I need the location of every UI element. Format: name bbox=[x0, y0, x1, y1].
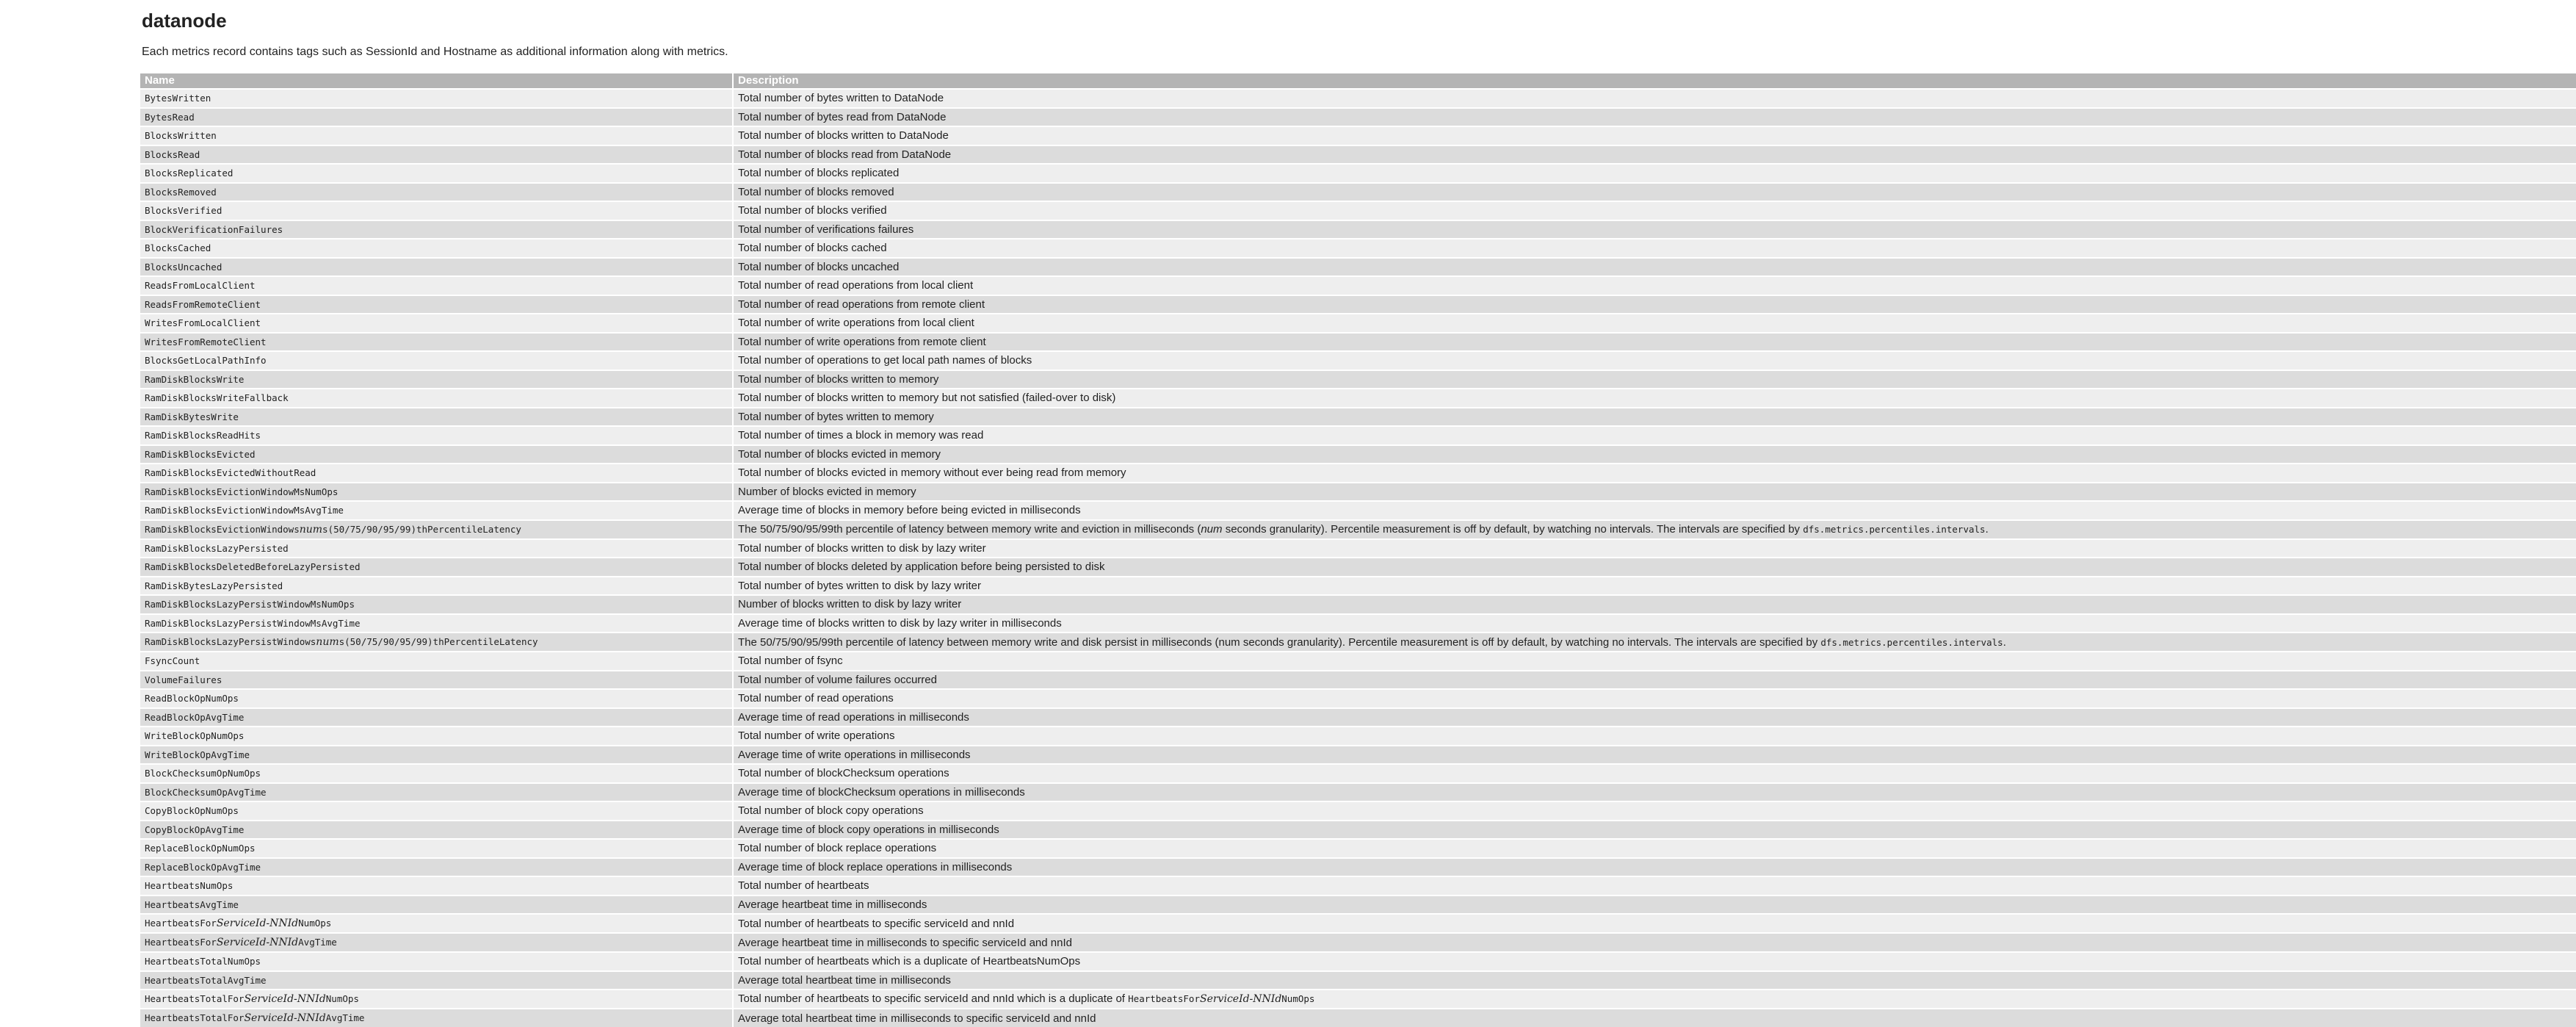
text-span: Total number of blocks uncached bbox=[738, 260, 900, 273]
metric-description-cell bbox=[732, 615, 2576, 633]
metric-name-cell bbox=[140, 502, 732, 519]
code-span: NumOps bbox=[325, 993, 359, 1004]
code-span: CopyBlockOpNumOps bbox=[145, 805, 239, 817]
text-span: Total number of heartbeats bbox=[738, 879, 869, 893]
table-row bbox=[140, 990, 2576, 1008]
code-span: AvgTime bbox=[298, 937, 337, 948]
code-span: AvgTime bbox=[325, 1012, 365, 1023]
code-span: RamDiskBlocksReadHits bbox=[145, 430, 261, 442]
text-span: Total number of block copy operations bbox=[738, 804, 924, 818]
table-row bbox=[140, 802, 2576, 820]
table-row bbox=[140, 277, 2576, 295]
metric-description-cell bbox=[732, 577, 2576, 595]
text-span: Total number of write operations from local client bbox=[738, 317, 974, 330]
code-span: BlocksRemoved bbox=[145, 186, 217, 198]
metric-description-cell bbox=[732, 953, 2576, 970]
metric-name-cell bbox=[140, 427, 732, 444]
text-span: Average time of write operations in milliseconds bbox=[738, 748, 971, 761]
table-row bbox=[140, 859, 2576, 876]
metric-name-cell bbox=[140, 990, 732, 1008]
table-row bbox=[140, 165, 2576, 182]
code-span: BytesRead bbox=[145, 111, 195, 123]
table-row bbox=[140, 464, 2576, 482]
metric-name-cell bbox=[140, 446, 732, 464]
metric-name-cell bbox=[140, 821, 732, 839]
table-row bbox=[140, 596, 2576, 613]
metric-description-cell bbox=[732, 277, 2576, 295]
metric-name-cell bbox=[140, 896, 732, 914]
metric-description-cell bbox=[732, 596, 2576, 613]
metric-name-cell bbox=[140, 90, 732, 107]
text-span: Total number of block replace operations bbox=[738, 842, 937, 855]
code-span: s(50/75/90/95/99)thPercentileLatency bbox=[339, 636, 538, 647]
metric-description-cell bbox=[732, 558, 2576, 576]
table-row bbox=[140, 540, 2576, 558]
metric-name-cell bbox=[140, 239, 732, 257]
table-row bbox=[140, 296, 2576, 314]
text-span: Total number of blocks written to DataNode bbox=[738, 129, 949, 143]
metric-name-cell bbox=[140, 633, 732, 651]
metric-description-cell bbox=[732, 202, 2576, 220]
text-span: Total number of blocks replicated bbox=[738, 167, 900, 180]
code-span: BlocksWritten bbox=[145, 130, 217, 142]
metric-description-cell bbox=[732, 408, 2576, 426]
metric-description-cell bbox=[732, 652, 2576, 670]
text-span: Total number of read operations from remote client bbox=[738, 298, 985, 311]
code-span: BlockVerificationFailures bbox=[145, 223, 283, 235]
table-row bbox=[140, 633, 2576, 651]
metric-description-cell bbox=[732, 521, 2576, 538]
metric-name-cell bbox=[140, 1009, 732, 1027]
text-span: Total number of blocks verified bbox=[738, 204, 887, 217]
metric-name-cell bbox=[140, 915, 732, 932]
table-row bbox=[140, 690, 2576, 707]
metric-name-cell bbox=[140, 972, 732, 990]
code-span: RamDiskBlocksLazyPersistWindows bbox=[145, 636, 316, 647]
metric-name-cell bbox=[140, 558, 732, 576]
table-row bbox=[140, 577, 2576, 595]
metric-description-cell bbox=[732, 483, 2576, 501]
text-span: Average time of blockChecksum operations in milliseconds bbox=[738, 785, 1025, 799]
code-span: RamDiskBytesWrite bbox=[145, 411, 239, 422]
metric-description-cell bbox=[732, 1009, 2576, 1027]
metric-description-cell bbox=[732, 239, 2576, 257]
text-span: Average total heartbeat time in milliseconds to specific serviceId and nnId bbox=[738, 1012, 1096, 1025]
variable-span: num bbox=[299, 523, 323, 536]
code-span: ReplaceBlockOpAvgTime bbox=[145, 861, 261, 873]
code-span: HeartbeatsFor bbox=[145, 918, 217, 929]
metric-name-cell bbox=[140, 840, 732, 857]
text-span: Total number of blocks written to disk by lazy writer bbox=[738, 541, 986, 555]
metric-name-cell bbox=[140, 184, 732, 201]
metric-description-cell bbox=[732, 127, 2576, 145]
metric-name-cell bbox=[140, 314, 732, 332]
code-span: HeartbeatsAvgTime bbox=[145, 898, 239, 910]
variable-span: ServiceId-NNId bbox=[244, 993, 326, 1005]
code-span: NumOps bbox=[1281, 993, 1315, 1004]
metric-description-cell bbox=[732, 784, 2576, 801]
code-span: ReadsFromLocalClient bbox=[145, 280, 256, 292]
table-row bbox=[140, 127, 2576, 145]
text-span: Total number of blocks evicted in memory bbox=[738, 447, 941, 461]
metric-description-cell bbox=[732, 709, 2576, 727]
table-row bbox=[140, 671, 2576, 689]
code-span: RamDiskBlocksDeletedBeforeLazyPersisted bbox=[145, 561, 361, 573]
text-span: The 50/75/90/95/99th percentile of latency between memory write and disk persist in milliseconds (num seconds granularity). Percentile measurement is off by default, by watching no intervals. The intervals are specified by bbox=[738, 635, 1821, 649]
metric-description-cell bbox=[732, 371, 2576, 389]
code-span: CopyBlockOpAvgTime bbox=[145, 824, 245, 835]
code-span: WriteBlockOpNumOps bbox=[145, 730, 245, 742]
code-span: HeartbeatsFor bbox=[145, 937, 217, 948]
header-name: Name bbox=[140, 73, 732, 88]
text-span: Total number of heartbeats which is a duplicate of HeartbeatsNumOps bbox=[738, 955, 1081, 968]
code-span: BlocksReplicated bbox=[145, 167, 234, 179]
metric-name-cell bbox=[140, 577, 732, 595]
metric-name-cell bbox=[140, 709, 732, 727]
metric-name-cell bbox=[140, 165, 732, 182]
metric-name-cell bbox=[140, 521, 732, 538]
code-span: BlockChecksumOpAvgTime bbox=[145, 786, 267, 798]
metrics-table-header bbox=[140, 73, 2576, 88]
table-row bbox=[140, 1009, 2576, 1027]
metric-description-cell bbox=[732, 90, 2576, 107]
metric-name-cell bbox=[140, 953, 732, 970]
table-row bbox=[140, 109, 2576, 126]
code-span: ReadsFromRemoteClient bbox=[145, 298, 261, 310]
text-span: Total number of bytes written to memory bbox=[738, 410, 934, 423]
metric-name-cell bbox=[140, 615, 732, 633]
table-row bbox=[140, 239, 2576, 257]
code-span: BytesWritten bbox=[145, 93, 211, 104]
metric-name-cell bbox=[140, 277, 732, 295]
text-span: Total number of volume failures occurred bbox=[738, 673, 937, 686]
table-row bbox=[140, 840, 2576, 857]
table-row bbox=[140, 352, 2576, 370]
table-row bbox=[140, 371, 2576, 389]
code-span: RamDiskBlocksLazyPersistWindowMsAvgTime bbox=[145, 617, 361, 629]
table-row bbox=[140, 446, 2576, 464]
metric-name-cell bbox=[140, 464, 732, 482]
code-span: BlocksCached bbox=[145, 242, 211, 254]
table-row bbox=[140, 90, 2576, 107]
metric-name-cell bbox=[140, 652, 732, 670]
metric-description-cell bbox=[732, 146, 2576, 164]
text-span: Average time of block copy operations in milliseconds bbox=[738, 823, 999, 836]
metric-name-cell bbox=[140, 389, 732, 407]
metric-description-cell bbox=[732, 334, 2576, 351]
table-row bbox=[140, 896, 2576, 914]
metric-name-cell bbox=[140, 671, 732, 689]
metric-description-cell bbox=[732, 296, 2576, 314]
metric-name-cell bbox=[140, 334, 732, 351]
table-row bbox=[140, 184, 2576, 201]
text-span: Total number of blocks deleted by application before being persisted to disk bbox=[738, 561, 1105, 574]
metric-description-cell bbox=[732, 633, 2576, 651]
table-row bbox=[140, 334, 2576, 351]
text-span: Total number of verifications failures bbox=[738, 223, 914, 236]
text-span: Average time of read operations in milliseconds bbox=[738, 710, 969, 724]
metric-name-cell bbox=[140, 146, 732, 164]
text-span: Total number of bytes read from DataNode bbox=[738, 110, 947, 123]
metric-description-cell bbox=[732, 727, 2576, 745]
header-row bbox=[140, 73, 2576, 88]
code-span: BlocksVerified bbox=[145, 205, 222, 217]
metric-name-cell bbox=[140, 540, 732, 558]
code-span: dfs.metrics.percentiles.intervals bbox=[1820, 636, 2003, 648]
text-span: Total number of read operations from local client bbox=[738, 279, 974, 292]
text-span: Total number of read operations bbox=[738, 692, 894, 705]
table-row bbox=[140, 709, 2576, 727]
code-span: NumOps bbox=[298, 918, 332, 929]
table-row bbox=[140, 408, 2576, 426]
code-span: RamDiskBlocksEvictedWithoutRead bbox=[145, 467, 316, 479]
text-span: Average time of block replace operations in milliseconds bbox=[738, 860, 1013, 873]
code-span: BlocksRead bbox=[145, 148, 200, 160]
code-span: RamDiskBytesLazyPersisted bbox=[145, 580, 283, 591]
metric-name-cell bbox=[140, 483, 732, 501]
header-description: Description bbox=[732, 73, 2576, 88]
text-span: Total number of blocks removed bbox=[738, 185, 894, 198]
table-row bbox=[140, 521, 2576, 538]
code-span: HeartbeatsNumOps bbox=[145, 880, 234, 892]
metric-name-cell bbox=[140, 859, 732, 876]
table-row bbox=[140, 934, 2576, 951]
text-span: Total number of bytes written to DataNode bbox=[738, 92, 944, 105]
metric-description-cell bbox=[732, 464, 2576, 482]
code-span: BlocksUncached bbox=[145, 261, 222, 273]
page-title: datanode bbox=[142, 10, 227, 32]
metric-name-cell bbox=[140, 202, 732, 220]
metric-name-cell bbox=[140, 408, 732, 426]
text-span: Total number of heartbeats to specific serviceId and nnId which is a duplicate of bbox=[738, 992, 1129, 1005]
variable-span: ServiceId-NNId bbox=[1199, 993, 1282, 1005]
metric-description-cell bbox=[732, 877, 2576, 895]
code-span: RamDiskBlocksEvicted bbox=[145, 448, 256, 460]
code-span: ReadBlockOpNumOps bbox=[145, 693, 239, 705]
metric-name-cell bbox=[140, 690, 732, 707]
text-span: Average time of blocks in memory before being evicted in milliseconds bbox=[738, 504, 1081, 517]
table-row bbox=[140, 877, 2576, 895]
metric-description-cell bbox=[732, 765, 2576, 782]
text-span: Total number of bytes written to disk by lazy writer bbox=[738, 579, 981, 592]
metric-name-cell bbox=[140, 352, 732, 370]
table-row bbox=[140, 314, 2576, 332]
text-span: Total number of blocks cached bbox=[738, 242, 887, 255]
table-row bbox=[140, 727, 2576, 745]
metric-name-cell bbox=[140, 109, 732, 126]
code-span: HeartbeatsFor bbox=[1128, 993, 1200, 1004]
text-span: Number of blocks written to disk by lazy writer bbox=[738, 598, 962, 611]
text-span: Total number of times a block in memory was read bbox=[738, 429, 984, 442]
table-row bbox=[140, 821, 2576, 839]
text-span: Total number of blocks evicted in memory without ever being read from memory bbox=[738, 466, 1126, 480]
metric-description-cell bbox=[732, 540, 2576, 558]
code-span: WritesFromLocalClient bbox=[145, 317, 261, 329]
table-row bbox=[140, 765, 2576, 782]
text-span: Total number of blockChecksum operations bbox=[738, 767, 949, 780]
metric-name-cell bbox=[140, 221, 732, 239]
table-row bbox=[140, 427, 2576, 444]
metric-description-cell bbox=[732, 802, 2576, 820]
code-span: RamDiskBlocksWrite bbox=[145, 373, 245, 385]
table-row bbox=[140, 389, 2576, 407]
text-span: Total number of fsync bbox=[738, 655, 843, 668]
text-span: Total number of write operations from remote client bbox=[738, 335, 986, 348]
code-span: s(50/75/90/95/99)thPercentileLatency bbox=[322, 523, 521, 535]
variable-span: ServiceId-NNId bbox=[244, 1012, 326, 1024]
table-row bbox=[140, 784, 2576, 801]
metric-name-cell bbox=[140, 877, 732, 895]
metric-description-cell bbox=[732, 859, 2576, 876]
metric-description-cell bbox=[732, 972, 2576, 990]
table-row bbox=[140, 502, 2576, 519]
table-row bbox=[140, 146, 2576, 164]
metric-name-cell bbox=[140, 765, 732, 782]
code-span: ReadBlockOpAvgTime bbox=[145, 711, 245, 723]
variable-span: ServiceId-NNId bbox=[216, 918, 299, 929]
metric-description-cell bbox=[732, 259, 2576, 276]
text-span: Total number of heartbeats to specific serviceId and nnId bbox=[738, 917, 1015, 930]
table-row bbox=[140, 259, 2576, 276]
metric-description-cell bbox=[732, 184, 2576, 201]
metric-name-cell bbox=[140, 934, 732, 951]
metric-name-cell bbox=[140, 296, 732, 314]
table-row bbox=[140, 558, 2576, 576]
variable-span: num bbox=[316, 636, 339, 648]
table-row bbox=[140, 221, 2576, 239]
table-row bbox=[140, 746, 2576, 764]
metric-description-cell bbox=[732, 314, 2576, 332]
text-span: Total number of blocks written to memory but not satisfied (failed-over to disk) bbox=[738, 392, 1116, 405]
metric-name-cell bbox=[140, 596, 732, 613]
metric-description-cell bbox=[732, 221, 2576, 239]
code-span: HeartbeatsTotalFor bbox=[145, 1012, 245, 1023]
table-row bbox=[140, 915, 2576, 932]
text-span: Total number of blocks read from DataNode bbox=[738, 148, 952, 161]
code-span: ReplaceBlockOpNumOps bbox=[145, 843, 256, 854]
text-span: Average heartbeat time in milliseconds to specific serviceId and nnId bbox=[738, 936, 1072, 949]
emphasis-span: num bbox=[1201, 523, 1223, 536]
code-span: RamDiskBlocksEvictionWindowMsAvgTime bbox=[145, 505, 344, 516]
text-span: Number of blocks evicted in memory bbox=[738, 485, 916, 498]
code-span: RamDiskBlocksLazyPersisted bbox=[145, 542, 289, 554]
text-span: Average total heartbeat time in milliseconds bbox=[738, 973, 951, 987]
variable-span: ServiceId-NNId bbox=[216, 937, 299, 948]
metric-name-cell bbox=[140, 746, 732, 764]
text-span: . bbox=[1985, 523, 1989, 536]
table-row bbox=[140, 953, 2576, 970]
metric-description-cell bbox=[732, 427, 2576, 444]
metric-description-cell bbox=[732, 352, 2576, 370]
code-span: RamDiskBlocksEvictionWindowMsNumOps bbox=[145, 486, 339, 497]
metric-name-cell bbox=[140, 727, 732, 745]
code-span: RamDiskBlocksWriteFallback bbox=[145, 392, 289, 404]
text-span: Total number of blocks written to memory bbox=[738, 372, 939, 386]
metric-description-cell bbox=[732, 690, 2576, 707]
metric-description-cell bbox=[732, 446, 2576, 464]
text-span: Average time of blocks written to disk by lazy writer in milliseconds bbox=[738, 616, 1062, 630]
metric-description-cell bbox=[732, 896, 2576, 914]
code-span: HeartbeatsTotalFor bbox=[145, 993, 245, 1004]
code-span: RamDiskBlocksLazyPersistWindowMsNumOps bbox=[145, 599, 355, 610]
table-row bbox=[140, 202, 2576, 220]
metric-name-cell bbox=[140, 371, 732, 389]
text-span: Average heartbeat time in milliseconds bbox=[738, 898, 927, 911]
metric-description-cell bbox=[732, 840, 2576, 857]
code-span: HeartbeatsTotalAvgTime bbox=[145, 974, 267, 986]
metric-name-cell bbox=[140, 784, 732, 801]
metric-description-cell bbox=[732, 165, 2576, 182]
metrics-table bbox=[140, 72, 2576, 1027]
metric-name-cell bbox=[140, 259, 732, 276]
metric-description-cell bbox=[732, 915, 2576, 932]
code-span: HeartbeatsTotalNumOps bbox=[145, 956, 261, 967]
metric-name-cell bbox=[140, 802, 732, 820]
table-row bbox=[140, 972, 2576, 990]
table-row bbox=[140, 652, 2576, 670]
table-row bbox=[140, 615, 2576, 633]
metric-description-cell bbox=[732, 934, 2576, 951]
code-span: WritesFromRemoteClient bbox=[145, 336, 267, 347]
metric-description-cell bbox=[732, 671, 2576, 689]
code-span: VolumeFailures bbox=[145, 674, 222, 685]
code-span: BlockChecksumOpNumOps bbox=[145, 768, 261, 779]
text-span: The 50/75/90/95/99th percentile of latency between memory write and eviction in milliseconds ( bbox=[738, 523, 1201, 536]
metric-description-cell bbox=[732, 389, 2576, 407]
text-span: Total number of operations to get local path names of blocks bbox=[738, 354, 1032, 367]
text-span: Total number of write operations bbox=[738, 729, 895, 743]
page-intro: Each metrics record contains tags such as SessionId and Hostname as additional information along with metrics. bbox=[142, 46, 728, 58]
metric-description-cell bbox=[732, 746, 2576, 764]
metric-description-cell bbox=[732, 502, 2576, 519]
text-span: seconds granularity). Percentile measurement is off by default, by watching no intervals. The intervals are specified by bbox=[1222, 523, 1803, 536]
code-span: WriteBlockOpAvgTime bbox=[145, 749, 250, 760]
code-span: BlocksGetLocalPathInfo bbox=[145, 355, 267, 367]
code-span: dfs.metrics.percentiles.intervals bbox=[1803, 524, 1986, 535]
metrics-table-body bbox=[140, 90, 2576, 1027]
text-span: . bbox=[2002, 635, 2006, 649]
metric-description-cell bbox=[732, 109, 2576, 126]
metric-name-cell bbox=[140, 127, 732, 145]
code-span: FsyncCount bbox=[145, 655, 200, 667]
metric-description-cell bbox=[732, 821, 2576, 839]
code-span: RamDiskBlocksEvictionWindows bbox=[145, 523, 300, 535]
metric-description-cell bbox=[732, 990, 2576, 1008]
table-row bbox=[140, 483, 2576, 501]
